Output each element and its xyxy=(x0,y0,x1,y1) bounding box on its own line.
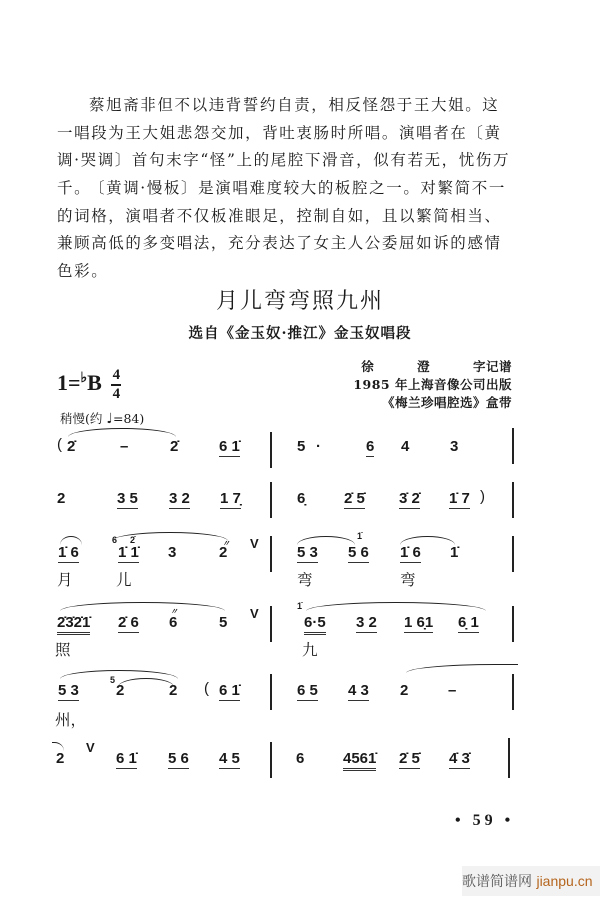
note-group: 6·5 xyxy=(304,614,326,635)
quarter-note-icon: ♩ xyxy=(106,411,113,427)
barline xyxy=(512,428,514,464)
slur xyxy=(118,678,174,687)
note-group: 4 3 xyxy=(348,682,369,699)
note-group: 3 2 xyxy=(356,614,377,631)
barline xyxy=(512,606,514,642)
open-paren: ( xyxy=(57,436,62,453)
watermark xyxy=(462,866,600,896)
time-top: 4 xyxy=(112,367,121,383)
flat-icon: ♭ xyxy=(80,371,88,387)
barline xyxy=(512,536,514,572)
note-group: 3 5 xyxy=(117,490,138,507)
grace-note: 2̇ xyxy=(130,535,136,545)
grace-note: 1̇ xyxy=(297,601,303,611)
slur xyxy=(68,428,176,437)
watermark-cn: 歌谱简谱网 xyxy=(462,874,532,890)
note-group: 3̇ 2̇ xyxy=(399,490,420,507)
tempo-value: =84) xyxy=(112,411,145,426)
score-row-5 xyxy=(0,675,600,729)
note: 1̇ xyxy=(450,544,459,561)
slur xyxy=(60,670,178,679)
note: 2 xyxy=(169,682,178,699)
grace-note: 6 xyxy=(112,535,118,545)
close-paren: ) xyxy=(480,488,485,505)
note-group: 6 1̇ xyxy=(219,682,240,699)
note-group: 1̇ 6 xyxy=(58,544,79,561)
song-subtitle: 选自《金玉奴·推江》金玉奴唱段 xyxy=(188,325,412,342)
breath-mark-icon: V xyxy=(250,536,259,551)
note: 6̣ xyxy=(297,490,306,507)
lyric: 九 xyxy=(302,641,318,659)
barline xyxy=(512,674,514,710)
note-group: 6 5 xyxy=(297,682,318,699)
note: 2 xyxy=(56,750,65,767)
note-group: 1̇ 7 xyxy=(449,490,470,507)
slur xyxy=(60,602,225,611)
note: 6 xyxy=(366,438,375,455)
lyric: 月 xyxy=(57,571,73,589)
publisher: 1985 年上海音像公司出版 xyxy=(353,377,512,392)
note-group: 1̇ 6 xyxy=(400,544,421,561)
note-group: 4561̇ xyxy=(343,750,376,771)
intro-paragraph-1: 蔡旭斋非但不以违背誓约自责，相反怪怨于王大姐。这一唱段为王大姐悲怨交加，背吐衷肠时所唱。演唱者在〔黄调·哭调〕首句末字“怪”上的尾腔下滑音，似有若无，忧伤万千。 xyxy=(57,96,511,197)
note: 2 xyxy=(116,682,125,699)
note-group: 5 6 xyxy=(348,544,369,561)
score-row-2 xyxy=(0,484,600,524)
open-paren: ( xyxy=(204,680,209,697)
dot: · xyxy=(316,438,321,455)
note-group: 4̇ 3̇ xyxy=(449,750,470,767)
key-prefix: 1= xyxy=(57,370,81,396)
time-signature xyxy=(111,368,121,402)
note-group: 2̇ 5̇ xyxy=(344,490,365,507)
note-group: 5 6 xyxy=(168,750,189,767)
score-row-3 xyxy=(0,531,600,589)
grace-note: 5 xyxy=(110,675,116,685)
key-letter: B xyxy=(87,370,102,396)
time-bottom: 4 xyxy=(112,386,121,402)
note: 6 xyxy=(169,614,178,631)
note: 6 xyxy=(296,750,305,767)
note: 2 xyxy=(219,544,228,561)
barline xyxy=(270,742,272,778)
score-row-6 xyxy=(0,740,600,784)
watermark-en: jianpu.cn xyxy=(536,873,593,889)
barline xyxy=(512,482,514,518)
note-group: 2̇ 6 xyxy=(118,614,139,631)
note: 5 xyxy=(219,614,228,631)
barline xyxy=(270,606,272,642)
note-group: 5 3 xyxy=(58,682,79,699)
transcriber: 徐 澄 字记谱 xyxy=(361,359,512,374)
note: 2 xyxy=(400,682,409,699)
note: 2 xyxy=(57,490,66,507)
barline xyxy=(270,674,272,710)
note-group: 1 6̣1 xyxy=(404,614,434,631)
note: 3 xyxy=(450,438,459,455)
note-group: 2̇3̇2̇1̇ xyxy=(57,614,90,635)
key-signature xyxy=(57,368,121,402)
note-group: 2̇ 5̇ xyxy=(399,750,420,767)
source-album: 《梅兰珍唱腔选》盒带 xyxy=(381,395,512,410)
slur-tie-over xyxy=(406,664,518,673)
lyric: 州， xyxy=(55,711,87,729)
breath-mark-icon: V xyxy=(250,606,259,621)
page-number: • 59 • xyxy=(455,812,515,829)
note: 2̇ xyxy=(67,438,76,455)
song-title: 月儿弯弯照九州 xyxy=(215,289,384,314)
note-group: 5 3 xyxy=(297,544,318,561)
barline xyxy=(270,536,272,572)
lyric: 弯 xyxy=(297,571,313,589)
breath-mark-icon: V xyxy=(86,740,95,755)
barline xyxy=(270,432,272,468)
note: 4 xyxy=(401,438,410,455)
note-group: 6 1̇ xyxy=(219,438,240,455)
grace-note: 1̇ xyxy=(357,531,363,541)
note: 3 xyxy=(168,544,177,561)
lyric: 儿 xyxy=(116,571,132,589)
barline xyxy=(270,482,272,518)
score-row-4 xyxy=(0,601,600,659)
tempo-label: 稍慢(约 xyxy=(60,411,103,426)
note: 2̇ xyxy=(170,438,179,455)
intro-paragraph-2: 〔黄调·慢板〕是演唱难度较大的板腔之一。对繁简不一的词格，演唱者不仅板准眼足，控制自如，且以繁简相当、兼顾高低的多变唱法，充分表达了女主人公委屈如诉的感情色彩。 xyxy=(57,179,506,280)
note-group: 1 7̣ xyxy=(220,490,241,507)
attribution xyxy=(353,358,512,412)
note-group: 4 5 xyxy=(219,750,240,767)
slur xyxy=(306,602,486,611)
note-group: 3 2 xyxy=(169,490,190,507)
tremolo-mark: 〃 xyxy=(222,539,230,548)
barline xyxy=(508,738,510,778)
lyric: 弯 xyxy=(400,571,416,589)
lyric: 照 xyxy=(55,641,71,659)
note-group: 6 1̇ xyxy=(116,750,137,767)
note: 5 xyxy=(297,438,306,455)
dash: – xyxy=(120,438,129,455)
dash: – xyxy=(448,682,457,699)
note-group: 1̇ 1̇ xyxy=(118,544,139,561)
tempo-marking xyxy=(60,409,144,427)
score-row-1 xyxy=(0,432,600,472)
note-group: 6̣ 1 xyxy=(458,614,479,631)
tremolo-mark: 〃 xyxy=(170,607,178,616)
